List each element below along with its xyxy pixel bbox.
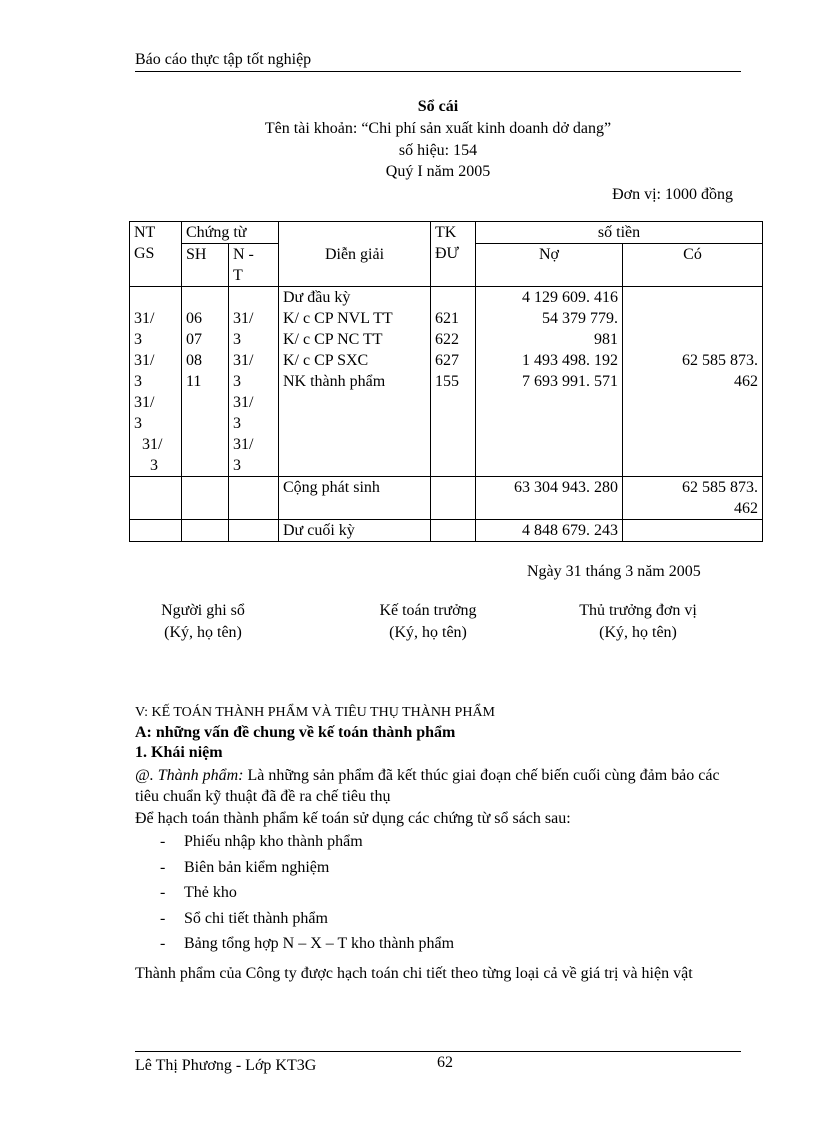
intro-paragraph: Để hạch toán thành phẩm kế toán sử dụng các chứng từ sổ sách sau: [135,810,571,827]
tk-du-cell: 621 622 627 155 [431,287,476,477]
header-ntgs: NT GS [130,222,182,287]
list-item: - Thẻ kho [160,884,237,901]
ntgs-cell: 31/ 3 31/ 3 31/ 3 31/ 3 [130,287,182,477]
sh-cell: 06 07 08 11 [182,287,229,477]
document-list [160,832,454,960]
table-row [130,287,763,477]
total-credit: 62 585 873. 462 [623,477,763,520]
description-cell: Dư đầu kỳ K/ c CP NVL TT K/ c CP NC TT K/ c CP SXC NK thành phẩm [279,287,431,477]
signature-director: Thủ trưởng đơn vị (Ký, họ tên) [579,602,697,641]
header-dien-giai: Diễn giải [279,222,431,287]
header-chung-tu: Chứng từ [182,222,279,244]
header-tk-du: TK ĐƯ [431,222,476,287]
list-item: - Sổ chi tiết thành phẩm [160,909,328,927]
header-title: Báo cáo thực tập tốt nghiệp [135,51,312,68]
header-so-tien: số tiền [476,222,763,244]
list-item: - Bảng tổng hợp N – X – T kho thành phẩm [160,935,455,952]
header-nt: N - T [229,244,279,287]
debit-cell: 4 129 609. 416 54 379 779. 981 1 493 498. 192 7 693 991. 571 [476,287,623,477]
ledger-table [129,221,763,542]
closing-debit: 4 848 679. 243 [476,520,623,542]
closing-label: Dư cuối kỳ [279,520,431,542]
section-heading-v: V: KẾ TOÁN THÀNH PHẨM VÀ TIÊU THỤ THÀNH PHẨM [135,705,496,720]
footer-divider [135,1051,741,1052]
credit-cell: 62 585 873. 462 [623,287,763,477]
page-number: 62 [437,1054,453,1071]
section-heading-a: A: những vấn đề chung về kế toán thành phẩm [135,724,456,741]
definition-text: Là những sản phẩm đã kết thúc giai đoạn chế biến cuối cùng đảm bảo các tiêu chuẩn kỹ thuật đã đề ra chế tiêu thụ [135,767,720,805]
account-code: số hiệu: 154 [398,142,478,159]
list-item: - Biên bản kiểm nghiệm [160,858,330,876]
header-co: Có [623,244,763,287]
table-row-total [130,477,763,520]
signature-recorder: Người ghi sổ (Ký, họ tên) [161,602,245,641]
header-no: Nợ [476,244,623,287]
unit-label: Đơn vị: 1000 đồng [612,186,733,203]
table-row-closing [130,520,763,542]
account-name: Tên tài khoản: “Chi phí sản xuất kinh doanh dở dang” [264,120,612,137]
table-header-row [130,222,763,244]
total-debit: 63 304 943. 280 [476,477,623,520]
ledger-title: Sổ cái [417,98,459,115]
definition-paragraph [135,765,741,807]
list-item: - Phiếu nhập kho thành phẩm [160,833,363,850]
period: Quý I năm 2005 [385,163,491,180]
header-sh: SH [182,244,229,287]
header-divider [135,71,741,72]
footer-author: Lê Thị Phương - Lớp KT3G [135,1057,317,1074]
nt-cell: 31/ 3 31/ 3 31/ 3 31/ 3 [229,287,279,477]
closing-paragraph: Thành phẩm của Công ty được hạch toán chi tiết theo từng loại cả về giá trị và hiện vật [135,965,693,982]
total-label: Cộng phát sinh [279,477,431,520]
section-heading-1: 1. Khái niệm [135,744,223,761]
signature-date: Ngày 31 tháng 3 năm 2005 [527,563,701,580]
definition-label: @. Thành phẩm: [135,767,244,784]
signature-chief-accountant: Kế toán trưởng (Ký, họ tên) [379,602,477,641]
